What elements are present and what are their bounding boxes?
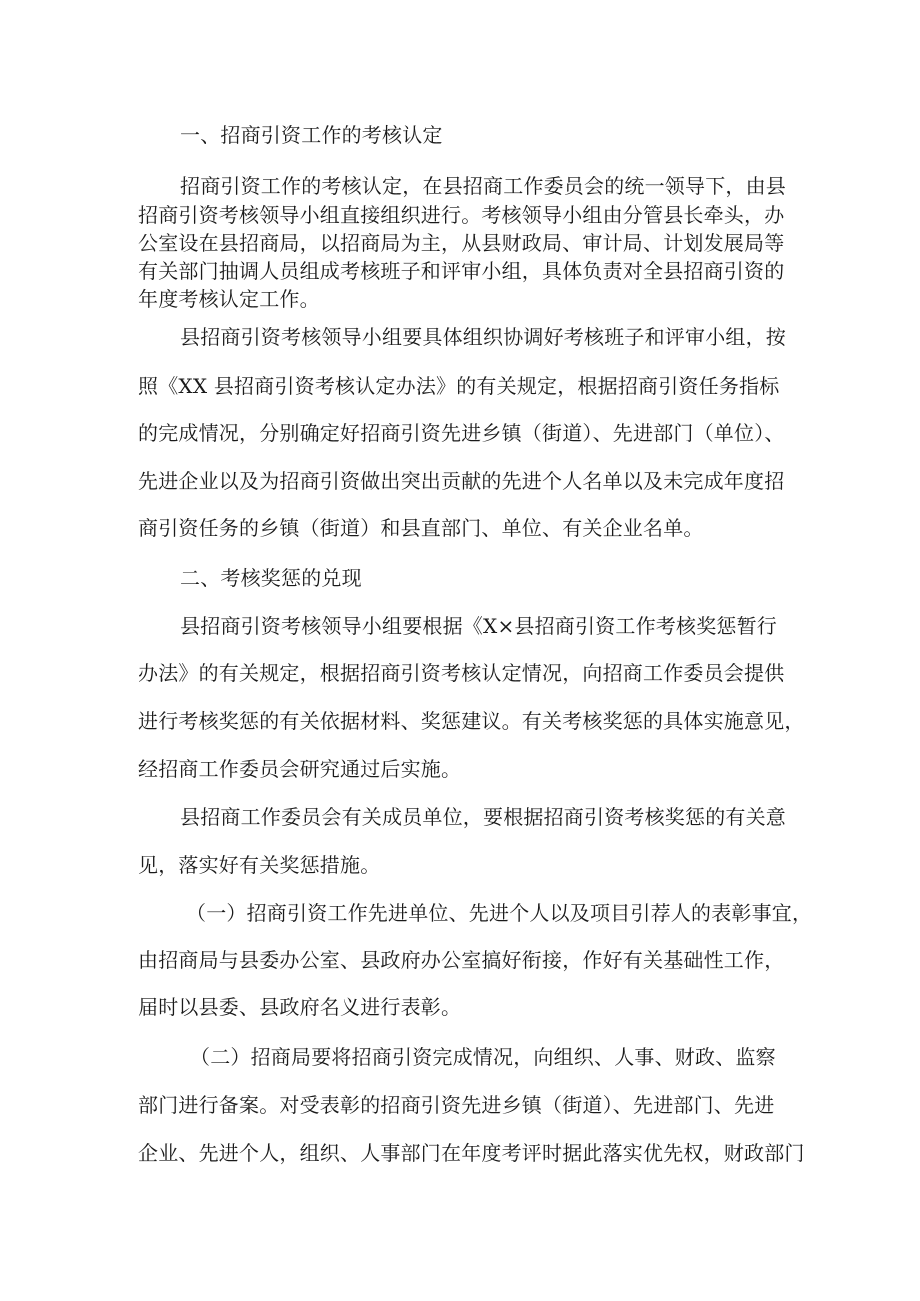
paragraph-1-line-5: 年度考核认定工作。 xyxy=(138,287,320,311)
paragraph-3-line-2: 办法》的有关规定，根据招商引资考核认定情况，向招商工作委员会提供 xyxy=(138,661,785,685)
item-2-line-2: 部门进行备案。对受表彰的招商引资先进乡镇（街道）、先进部门、先进 xyxy=(138,1093,775,1117)
heading-section-1: 一、招商引资工作的考核认定 xyxy=(180,123,443,147)
paragraph-3-line-4: 经招商工作委员会研究通过后实施。 xyxy=(138,757,462,781)
heading-section-2: 二、考核奖惩的兑现 xyxy=(180,566,362,590)
item-2-line-3: 企业、先进个人，组织、人事部门在年度考评时据此落实优先权，财政部门 xyxy=(138,1141,805,1165)
paragraph-1-line-4: 有关部门抽调人员组成考核班子和评审小组，具体负责对全县招商引资的 xyxy=(138,259,785,283)
item-1-line-2: 由招商局与县委办公室、县政府办公室搞好衔接，作好有关基础性工作， xyxy=(138,948,785,972)
item-1-line-3: 届时以县委、县政府名义进行表彰。 xyxy=(138,995,462,1019)
paragraph-1-line-2: 招商引资考核领导小组直接组织进行。考核领导小组由分管县长牵头，办 xyxy=(138,203,785,227)
paragraph-2-line-5: 商引资任务的乡镇（街道）和县直部门、单位、有关企业名单。 xyxy=(138,516,704,540)
item-2-line-1: （二）招商局要将招商引资完成情况，向组织、人事、财政、监察 xyxy=(190,1045,776,1069)
paragraph-4-line-2: 见，落实好有关奖惩措施。 xyxy=(138,853,381,877)
paragraph-3-line-1: 县招商引资考核领导小组要根据《X×县招商引资工作考核奖惩暂行 xyxy=(180,614,777,638)
paragraph-2-line-3: 的完成情况，分别确定好招商引资先进乡镇（街道）、先进部门（单位）、 xyxy=(138,421,785,445)
paragraph-2-line-4: 先进企业以及为招商引资做出突出贡献的先进个人名单以及未完成年度招 xyxy=(138,469,785,493)
paragraph-2-line-1: 县招商引资考核领导小组要具体组织协调好考核班子和评审小组，按 xyxy=(180,325,786,349)
paragraph-3-line-3: 进行考核奖惩的有关依据材料、奖惩建议。有关考核奖惩的具体实施意见， xyxy=(138,709,805,733)
item-1-line-1: （一）招商引资工作先进单位、先进个人以及项目引荐人的表彰事宜， xyxy=(186,901,813,925)
paragraph-2-line-2: 照《XX 县招商引资考核认定办法》的有关规定，根据招商引资任务指标 xyxy=(138,374,780,398)
paragraph-4-line-1: 县招商工作委员会有关成员单位，要根据招商引资考核奖惩的有关意 xyxy=(180,805,786,829)
paragraph-1-line-3: 公室设在县招商局，以招商局为主，从县财政局、审计局、计划发展局等 xyxy=(138,231,785,255)
paragraph-1-line-1: 招商引资工作的考核认定，在县招商工作委员会的统一领导下，由县 xyxy=(180,174,786,198)
